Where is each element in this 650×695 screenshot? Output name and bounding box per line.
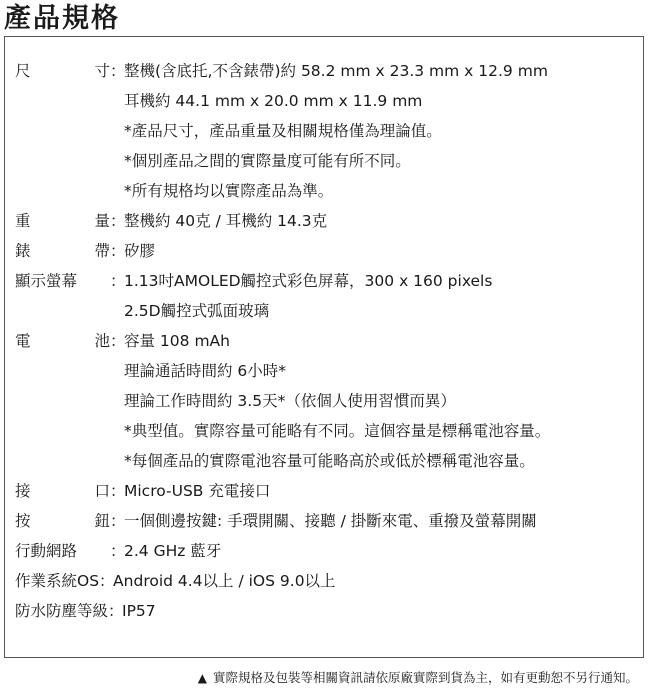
spec-values [124,206,640,236]
spec-values [122,596,640,626]
spec-row [15,536,640,566]
colon: ： [110,512,126,530]
spec-value: Micro-USB 充電接口 [124,482,271,500]
spec-values [124,326,640,476]
spec-label [15,266,110,326]
spec-row [15,56,640,206]
spec-row [15,506,640,536]
spec-value: 一個側邊按鍵: 手環開關、接聽 / 掛斷來電、重撥及螢幕開關 [124,512,537,530]
spec-label-char: 電 [15,332,31,350]
spec-value: 理論通話時間約 6小時* [124,362,287,380]
spec-values [124,236,640,266]
spec-label [15,56,110,206]
spec-value: 理論工作時間約 3.5天*（依個人使用習慣而異） [124,392,456,410]
footnote [198,668,638,686]
spec-label [15,206,110,236]
spec-label [15,326,110,476]
triangle-icon: ▲ [197,671,207,685]
spec-label [15,476,110,506]
spec-value: 1.13吋AMOLED觸控式彩色屏幕，300 x 160 pixels [124,272,493,290]
spec-label-char: 尺 [15,62,31,80]
spec-label [15,536,110,566]
spec-label [15,236,110,266]
spec-label [15,566,99,596]
spec-values [124,266,640,326]
spec-value: *個別產品之間的實際量度可能有所不同。 [124,152,411,170]
spec-label-text: 防水防塵等級 [15,602,109,620]
spec-label-text: 作業系統OS [15,572,100,590]
spec-row [15,236,640,266]
spec-value: *產品尺寸，產品重量及相關規格僅為理論值。 [124,122,442,140]
spec-value: *所有規格均以實際產品為準。 [124,182,334,200]
spec-value: Android 4.4以上 / iOS 9.0以上 [113,572,336,590]
spec-label-char: 帶 [94,242,110,260]
colon: ： [108,602,124,620]
colon: ： [110,62,126,80]
spec-value: 2.5D觸控式弧面玻璃 [124,302,270,320]
spec-label-text: 行動網路 [15,542,78,560]
spec-label-char: 按 [15,512,31,530]
spec-value: 2.4 GHz 藍牙 [124,542,222,560]
spec-value: 容量 108 mAh [124,332,230,350]
spec-values [124,536,640,566]
spec-row [15,266,640,326]
spec-row [15,326,640,476]
spec-row [15,566,640,596]
spec-value: 整機(含底托,不含錶帶)約 58.2 mm x 23.3 mm x 12.9 mm [124,62,548,80]
spec-label [15,506,110,536]
colon: ： [110,242,126,260]
colon: ： [99,572,115,590]
spec-label-char: 口 [94,482,110,500]
spec-values [124,56,640,206]
spec-value: 耳機約 44.1 mm x 20.0 mm x 11.9 mm [124,92,423,110]
spec-label-char: 寸 [94,62,110,80]
spec-label-char: 鈕 [94,512,110,530]
spec-label-char: 重 [15,212,31,230]
colon: ： [110,542,126,560]
spec-label-char: 池 [94,332,110,350]
spec-list [15,56,640,626]
spec-label-text: 顯示螢幕 [15,272,78,290]
spec-row [15,206,640,236]
colon: ： [110,482,126,500]
spec-value: *典型值。實際容量可能略有不同。這個容量是標稱電池容量。 [124,422,551,440]
colon: ： [110,212,126,230]
spec-label-char: 量 [94,212,110,230]
spec-row [15,476,640,506]
spec-value: 矽膠 [124,242,156,260]
spec-label-char: 接 [15,482,31,500]
colon: ： [110,272,126,290]
spec-value: *每個產品的實際電池容量可能略高於或低於標稱電池容量。 [124,452,535,470]
footnote-text: 實際規格及包裝等相關資訊請依原廠實際到貨為主，如有更動恕不另行通知。 [212,670,638,685]
spec-values [124,476,640,506]
spec-label [15,596,108,626]
spec-values [124,506,640,536]
spec-label-char: 錶 [15,242,31,260]
spec-values [113,566,640,596]
colon: ： [110,332,126,350]
page-title: 產品規格 [4,3,120,34]
spec-value: IP57 [122,602,156,620]
spec-value: 整機約 40克 / 耳機約 14.3克 [124,212,328,230]
spec-row [15,596,640,626]
